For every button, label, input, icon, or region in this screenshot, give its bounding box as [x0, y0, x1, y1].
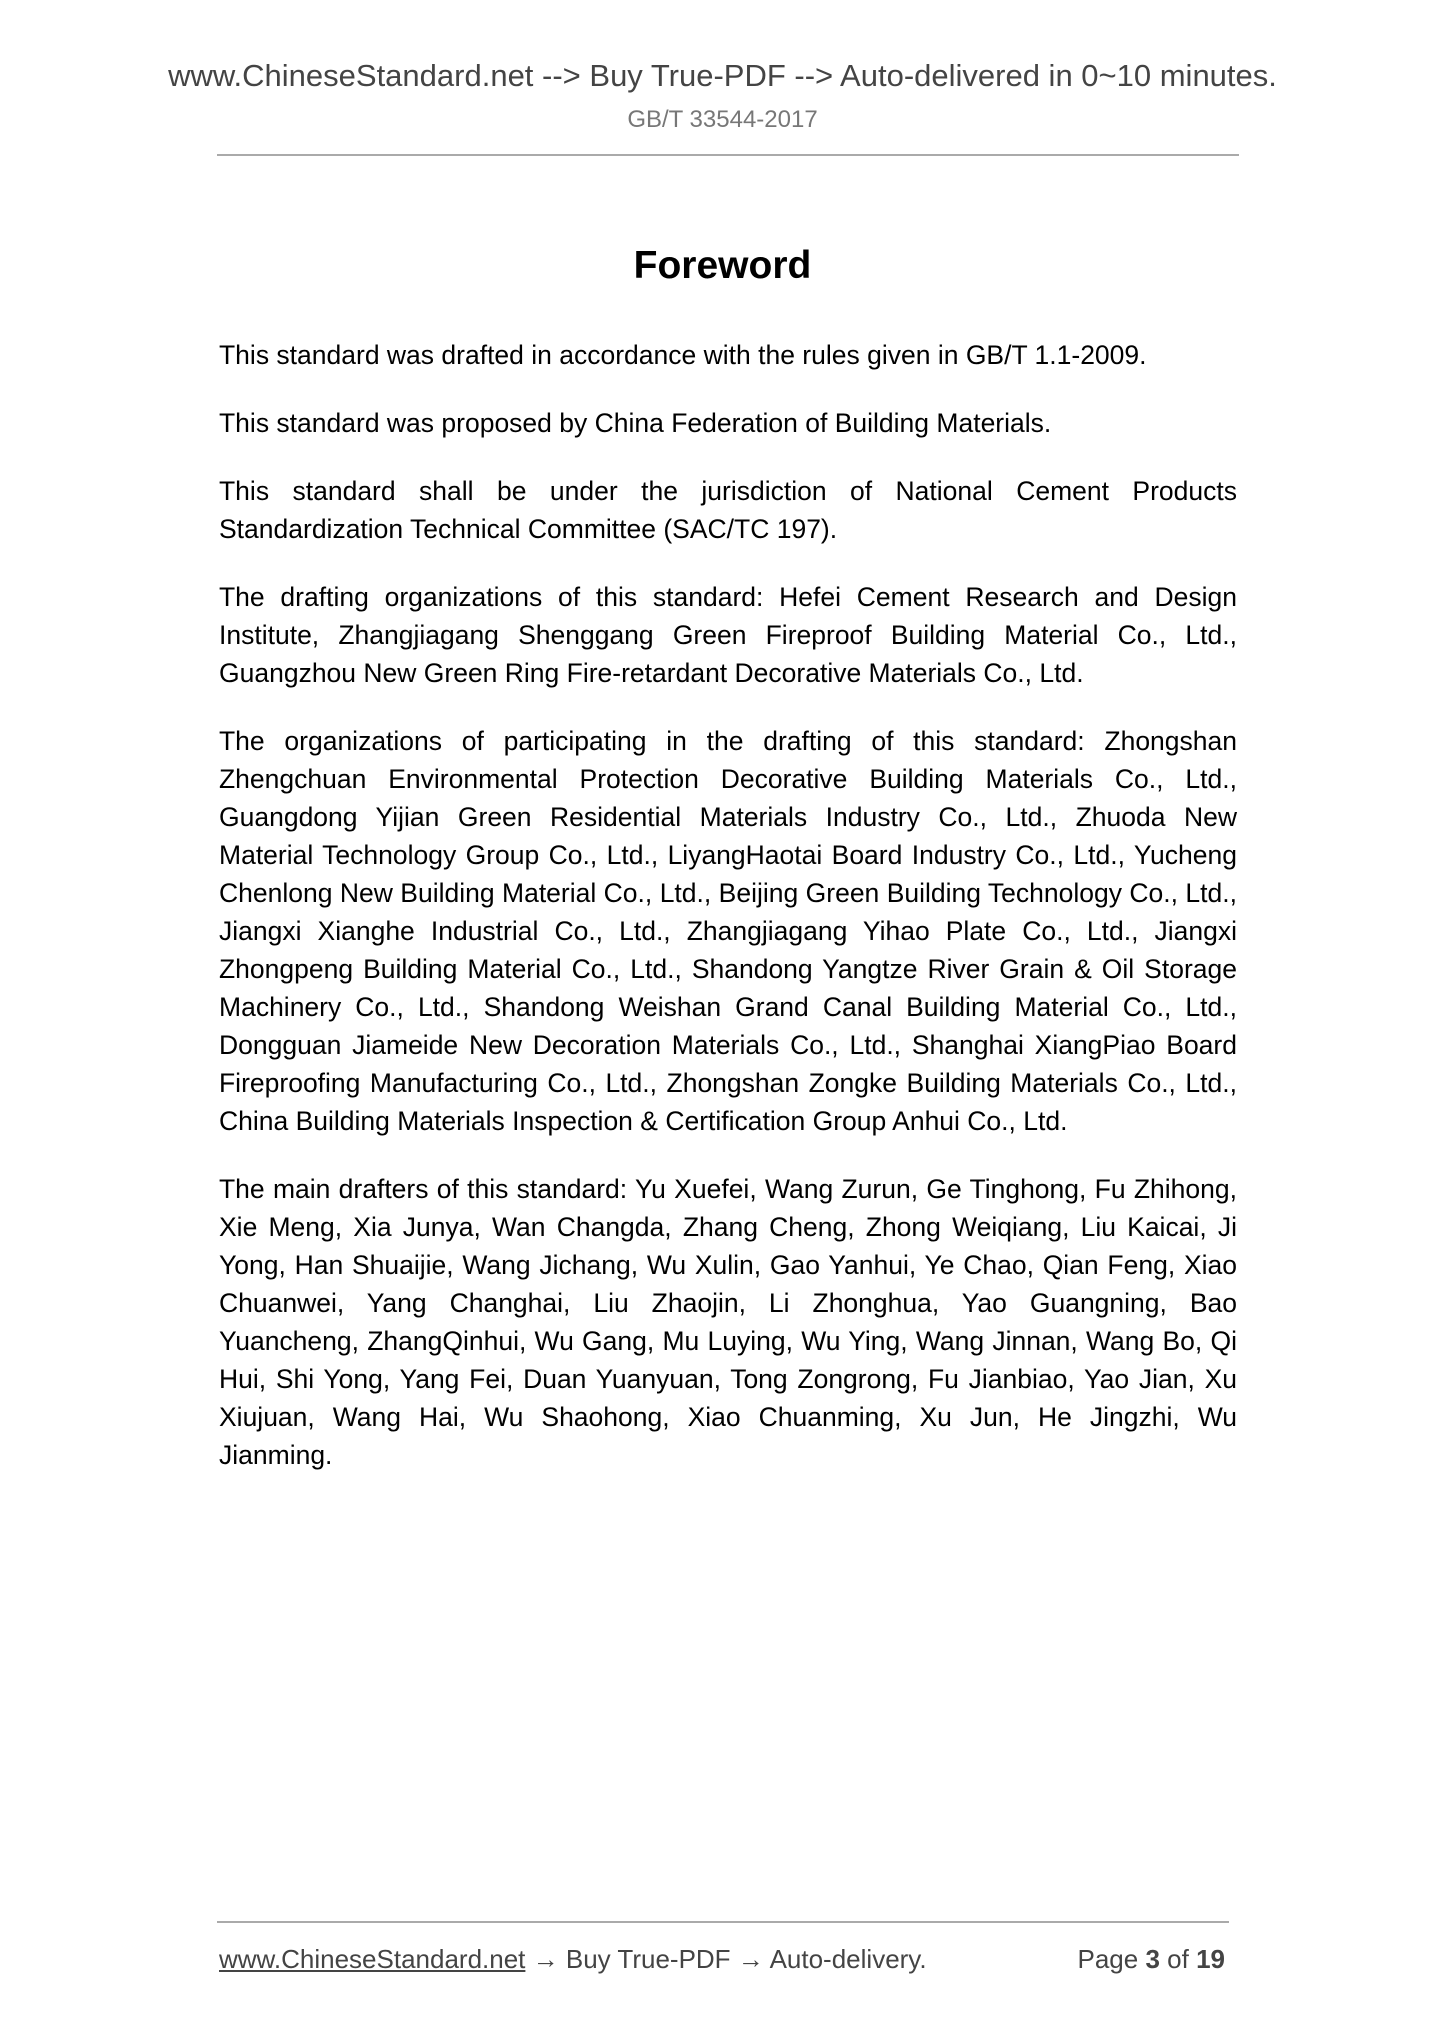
paragraph: This standard shall be under the jurisdiction of National Cement Products Standardization Technical Committee (SAC/TC 197).	[219, 476, 1237, 544]
paragraph: The main drafters of this standard: Yu Xuefei, Wang Zurun, Ge Tinghong, Fu Zhihong, Xie Meng, Xia Junya, Wan Changda, Zhang Cheng, Zhong Weiqiang, Liu Kaicai, Ji Yong, Han Shuaijie, Wang Jichang, Wu Xulin, Gao Yanhui, Ye Chao, Qian Feng, Xiao Chuanwei, Yang Changhai, Liu Zhaojin, Li Zhonghua, Yao Guangning, Bao Yuancheng, ZhangQinhui, Wu Gang, Mu Luying, Wu Ying, Wang Jinnan, Wang Bo, Qi Hui, Shi Yong, Yang Fei, Duan Yuanyuan, Tong Zongrong, Fu Jianbiao, Yao Jian, Xu Xiujuan, Wang Hai, Wu Shaohong, Xiao Chuanming, Xu Jun, He Jingzhi, Wu Jianming.	[219, 1174, 1237, 1470]
page-number: 3	[1145, 1944, 1160, 1974]
page-indicator	[1077, 1944, 1225, 1975]
page-total: 19	[1196, 1944, 1225, 1974]
footer	[219, 1944, 1231, 1975]
footer-text: → Buy True-PDF → Auto-delivery.	[525, 1944, 927, 1974]
header-divider	[217, 154, 1239, 156]
footer-site-link[interactable]: www.ChineseStandard.net	[219, 1944, 526, 1974]
footer-divider	[217, 1921, 1229, 1923]
header-banner: www.ChineseStandard.net --> Buy True-PDF --> Auto-delivered in 0~10 minutes.	[168, 58, 1277, 93]
paragraph: This standard was proposed by China Federation of Building Materials.	[219, 408, 1052, 438]
standard-id: GB/T 33544-2017	[627, 106, 818, 133]
of-label: of	[1167, 1944, 1189, 1974]
paragraph: The drafting organizations of this standard: Hefei Cement Research and Design Institute, Zhangjiagang Shenggang Green Fireproof Building Material Co., Ltd., Guangzhou New Green Ring Fire-retardant Decorative Materials Co., Ltd.	[219, 582, 1237, 688]
page-title: Foreword	[633, 244, 812, 287]
page-label: Page	[1077, 1944, 1139, 1974]
paragraph: This standard was drafted in accordance with the rules given in GB/T 1.1-2009.	[219, 340, 1147, 370]
document-body	[219, 336, 1237, 1504]
paragraph: The organizations of participating in the drafting of this standard: Zhongshan Zhengchuan Environmental Protection Decorative Building Materials Co., Ltd., Guangdong Yijian Green Residential Materials Industry Co., Ltd., Zhuoda New Material Technology Group Co., Ltd., LiyangHaotai Board Industry Co., Ltd., Yucheng Chenlong New Building Material Co., Ltd., Beijing Green Building Technology Co., Ltd., Jiangxi Xianghe Industrial Co., Ltd., Zhangjiagang Yihao Plate Co., Ltd., Jiangxi Zhongpeng Building Material Co., Ltd., Shandong Yangtze River Grain & Oil Storage Machinery Co., Ltd., Shandong Weishan Grand Canal Building Material Co., Ltd., Dongguan Jiameide New Decoration Materials Co., Ltd., Shanghai XiangPiao Board Fireproofing Manufacturing Co., Ltd., Zhongshan Zongke Building Materials Co., Ltd., China Building Materials Inspection & Certification Group Anhui Co., Ltd.	[219, 726, 1237, 1136]
